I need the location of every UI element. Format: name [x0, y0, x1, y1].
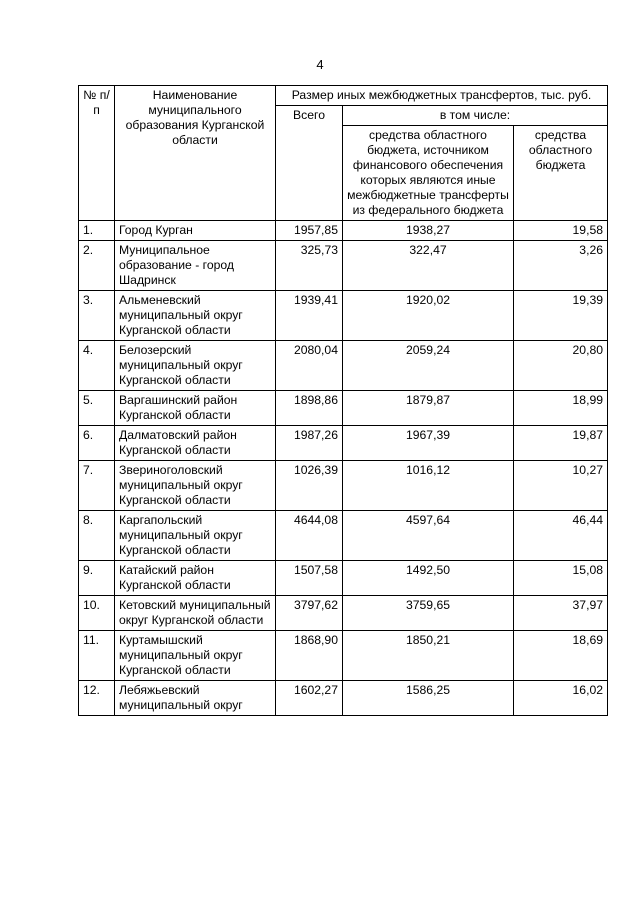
- federal-value: 1967,39: [343, 426, 514, 461]
- federal-value: 4597,64: [343, 511, 514, 561]
- transfers-table: [78, 85, 608, 716]
- row-number: 11.: [79, 631, 115, 681]
- municipality-name: Звериноголовский муниципальный округ Курганской области: [115, 461, 276, 511]
- total-value: 1939,41: [276, 291, 343, 341]
- header-federal: средства областного бюджета, источником финансового обеспечения которых являются иные межбюджетные трансферты из федерального бюджета: [343, 126, 514, 221]
- regional-value: 3,26: [514, 241, 608, 291]
- table-row: [79, 596, 608, 631]
- total-value: 1602,27: [276, 681, 343, 716]
- header-size: Размер иных межбюджетных трансфертов, тыс. руб.: [276, 86, 608, 106]
- total-value: 1868,90: [276, 631, 343, 681]
- regional-value: 19,39: [514, 291, 608, 341]
- federal-value: 3759,65: [343, 596, 514, 631]
- table-row: [79, 426, 608, 461]
- table-row: [79, 681, 608, 716]
- regional-value: 20,80: [514, 341, 608, 391]
- row-number: 3.: [79, 291, 115, 341]
- header-regional: средства областного бюджета: [514, 126, 608, 221]
- federal-value: 1850,21: [343, 631, 514, 681]
- regional-value: 19,87: [514, 426, 608, 461]
- row-number: 10.: [79, 596, 115, 631]
- total-value: 4644,08: [276, 511, 343, 561]
- row-number: 12.: [79, 681, 115, 716]
- regional-value: 10,27: [514, 461, 608, 511]
- header-num: № п/п: [79, 86, 115, 221]
- header-name: Наименование муниципального образования Курганской области: [115, 86, 276, 221]
- regional-value: 19,58: [514, 221, 608, 241]
- regional-value: 37,97: [514, 596, 608, 631]
- federal-value: 1879,87: [343, 391, 514, 426]
- table-body: [79, 221, 608, 716]
- total-value: 3797,62: [276, 596, 343, 631]
- regional-value: 16,02: [514, 681, 608, 716]
- table-row: [79, 511, 608, 561]
- federal-value: 1938,27: [343, 221, 514, 241]
- row-number: 1.: [79, 221, 115, 241]
- municipality-name: Катайский район Курганской области: [115, 561, 276, 596]
- federal-value: 2059,24: [343, 341, 514, 391]
- total-value: 1957,85: [276, 221, 343, 241]
- municipality-name: Далматовский район Курганской области: [115, 426, 276, 461]
- page-number: 4: [316, 57, 324, 72]
- row-number: 4.: [79, 341, 115, 391]
- total-value: 1026,39: [276, 461, 343, 511]
- federal-value: 1920,02: [343, 291, 514, 341]
- federal-value: 1016,12: [343, 461, 514, 511]
- municipality-name: Альменевский муниципальный округ Курганской области: [115, 291, 276, 341]
- federal-value: 1586,25: [343, 681, 514, 716]
- municipality-name: Каргапольский муниципальный округ Курганской области: [115, 511, 276, 561]
- total-value: 1507,58: [276, 561, 343, 596]
- header-row-1: [79, 86, 608, 106]
- table-row: [79, 241, 608, 291]
- municipality-name: Белозерский муниципальный округ Курганской области: [115, 341, 276, 391]
- municipality-name: Город Курган: [115, 221, 276, 241]
- row-number: 5.: [79, 391, 115, 426]
- federal-value: 1492,50: [343, 561, 514, 596]
- regional-value: 18,99: [514, 391, 608, 426]
- municipality-name: Лебяжьевский муниципальный округ: [115, 681, 276, 716]
- table-row: [79, 461, 608, 511]
- row-number: 7.: [79, 461, 115, 511]
- header-including: в том числе:: [343, 106, 608, 126]
- regional-value: 15,08: [514, 561, 608, 596]
- total-value: 1898,86: [276, 391, 343, 426]
- total-value: 325,73: [276, 241, 343, 291]
- municipality-name: Варгашинский район Курганской области: [115, 391, 276, 426]
- row-number: 2.: [79, 241, 115, 291]
- municipality-name: Кетовский муниципальный округ Курганской области: [115, 596, 276, 631]
- table-row: [79, 391, 608, 426]
- table-row: [79, 291, 608, 341]
- table-row: [79, 631, 608, 681]
- total-value: 2080,04: [276, 341, 343, 391]
- table-row: [79, 221, 608, 241]
- table-row: [79, 341, 608, 391]
- federal-value: 322,47: [343, 241, 514, 291]
- row-number: 8.: [79, 511, 115, 561]
- row-number: 9.: [79, 561, 115, 596]
- municipality-name: Куртамышский муниципальный округ Курганской области: [115, 631, 276, 681]
- regional-value: 46,44: [514, 511, 608, 561]
- header-total: Всего: [276, 106, 343, 221]
- table-row: [79, 561, 608, 596]
- municipality-name: Муниципальное образование - город Шадринск: [115, 241, 276, 291]
- row-number: 6.: [79, 426, 115, 461]
- total-value: 1987,26: [276, 426, 343, 461]
- regional-value: 18,69: [514, 631, 608, 681]
